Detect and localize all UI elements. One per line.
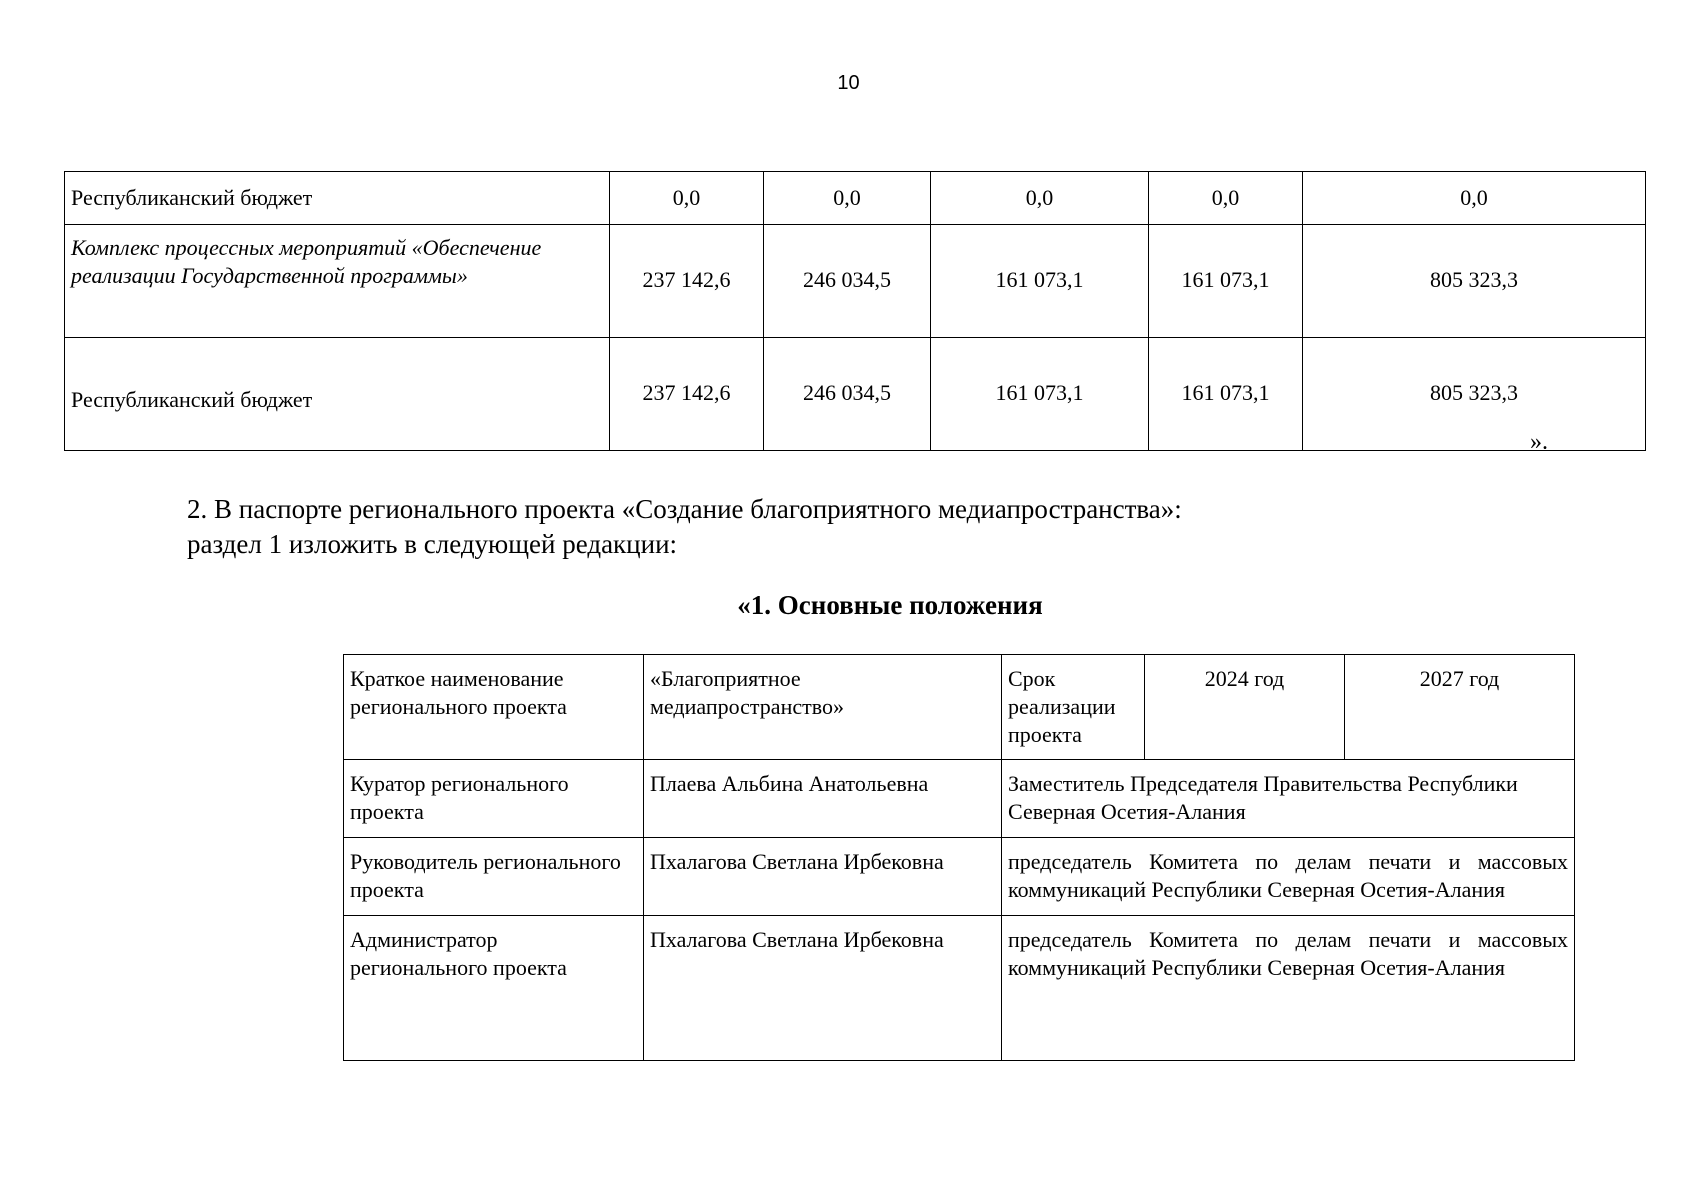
administrator-name: Пхалагова Светлана Ирбековна [644, 916, 1002, 1061]
curator-label: Куратор регионального проекта [344, 760, 644, 838]
value-cell: 0,0 [1149, 172, 1303, 225]
table-row [65, 338, 1646, 451]
term-end: 2027 год [1345, 655, 1575, 760]
table-row [344, 655, 1575, 760]
value-cell: 237 142,6 [610, 225, 764, 338]
curator-name: Плаева Альбина Анатольевна [644, 760, 1002, 838]
short-name-value: «Благоприятное медиапространство» [644, 655, 1002, 760]
paragraph-line: раздел 1 изложить в следующей редакции: [187, 529, 678, 559]
table-row [344, 760, 1575, 838]
value-cell: 237 142,6 [610, 338, 764, 451]
row-label: Республиканский бюджет [65, 338, 610, 451]
value-cell: 0,0 [931, 172, 1149, 225]
row-label: Комплекс процессных мероприятий «Обеспечение реализации Государственной программы» [65, 225, 610, 338]
value-cell: 246 034,5 [764, 225, 931, 338]
total-cell: 805 323,3 [1303, 225, 1646, 338]
value-cell: 0,0 [610, 172, 764, 225]
head-label: Руководитель регионального проекта [344, 838, 644, 916]
amendment-paragraph [187, 492, 1587, 562]
value-cell: 161 073,1 [1149, 225, 1303, 338]
value-cell: 161 073,1 [931, 225, 1149, 338]
administrator-label: Администратор регионального проекта [344, 916, 644, 1061]
table-row [65, 172, 1646, 225]
total-cell: 805 323,3 [1303, 338, 1646, 451]
section-heading: «1. Основные положения [737, 590, 1043, 620]
short-name-label: Краткое наименование регионального проекта [344, 655, 644, 760]
table-row [344, 916, 1575, 1061]
head-name: Пхалагова Светлана Ирбековна [644, 838, 1002, 916]
value-cell: 161 073,1 [1149, 338, 1303, 451]
curator-position: Заместитель Председателя Правительства Республики Северная Осетия-Алания [1002, 760, 1575, 838]
administrator-position: председатель Комитета по делам печати и массовых коммуникаций Республики Северная Осетия-Алания [1002, 916, 1575, 1061]
page-number: 10 [837, 72, 860, 94]
term-start: 2024 год [1145, 655, 1345, 760]
value-cell: 246 034,5 [764, 338, 931, 451]
table-row [344, 838, 1575, 916]
value-cell: 161 073,1 [931, 338, 1149, 451]
row-label: Республиканский бюджет [65, 172, 610, 225]
head-position: председатель Комитета по делам печати и массовых коммуникаций Республики Северная Осетия-Алания [1002, 838, 1575, 916]
paragraph-line: 2. В паспорте регионального проекта «Создание благоприятного медиапространства»: [187, 494, 1182, 524]
budget-table [64, 171, 1646, 451]
term-label: Срок реализации проекта [1002, 655, 1145, 760]
table-row [65, 225, 1646, 338]
value-cell: 0,0 [764, 172, 931, 225]
provisions-table [343, 654, 1575, 1061]
closing-quote: ». [1530, 429, 1548, 455]
total-cell: 0,0 [1303, 172, 1646, 225]
